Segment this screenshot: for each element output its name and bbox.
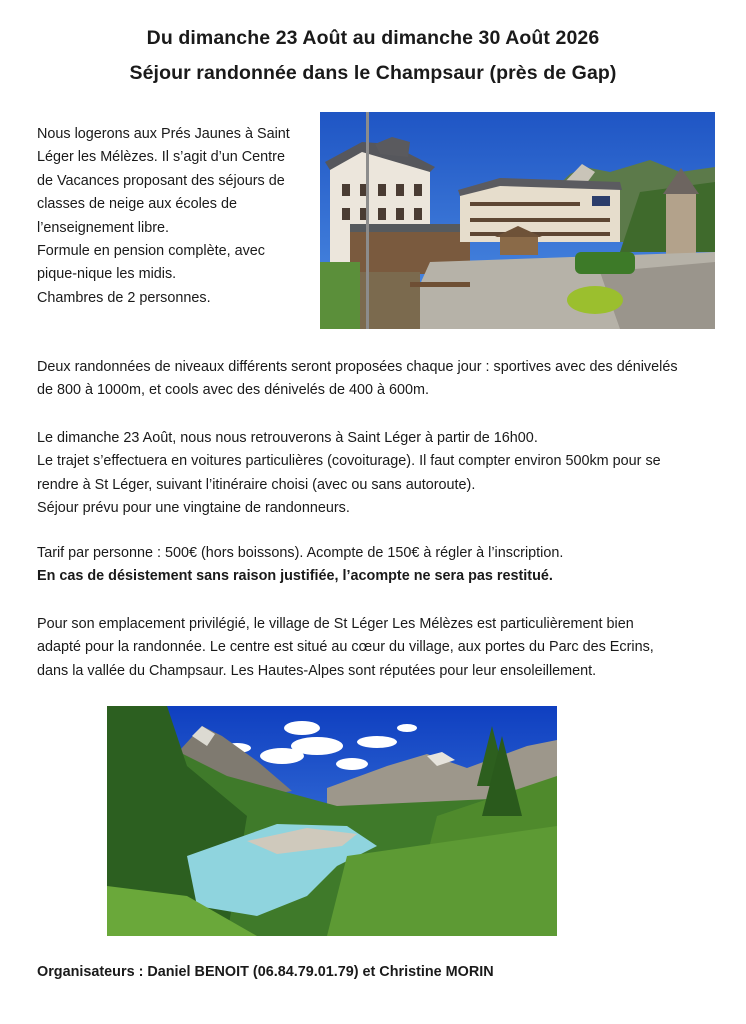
intro-line: Nous logerons aux Prés Jaunes à Saint (37, 126, 290, 142)
intro-line: Formule en pension complète, avec (37, 243, 265, 260)
text-line: dans la vallée du Champsaur. Les Hautes-Alpes sont réputées pour leur ensoleillement. (37, 662, 597, 679)
intro-line: l’enseignement libre. (37, 219, 169, 236)
text-line: rendre à St Léger, suivant l’itinéraire choisi (avec ou sans autoroute). (37, 476, 476, 493)
intro-line: pique-nique les midis. (37, 266, 177, 283)
page-subtitle: Séjour randonnée dans le Champsaur (près de Gap) (129, 62, 617, 84)
intro-line: Léger les Mélèzes. Il s’agit d’un Centre (37, 149, 285, 166)
text-line: de 800 à 1000m, et cools avec des dénivelés de 400 à 600m. (37, 382, 430, 399)
text-line: Le trajet s’effectuera en voitures particulières (covoiturage). Il faut compter environ 500km pour se (37, 453, 661, 470)
text-line: Pour son emplacement privilégié, le village de St Léger Les Mélèzes est particulièrement bien (37, 616, 634, 632)
intro-line: de Vacances proposant des séjours de (37, 172, 285, 189)
price-paragraph (37, 542, 563, 589)
price-line: Tarif par personne : 500€ (hors boissons). Acompte de 150€ à régler à l’inscription. (37, 545, 564, 561)
text-line: adapté pour la randonnée. Le centre est situé au cœur du village, aux portes du Parc des Ecrins, (37, 639, 654, 656)
text-line: Le dimanche 23 Août, nous nous retrouverons à Saint Léger à partir de 16h00. (37, 430, 538, 446)
text-line: Séjour prévu pour une vingtaine de randonneurs. (37, 500, 350, 517)
cancellation-warning: En cas de désistement sans raison justifiée, l’acompte ne sera pas restitué. (37, 568, 553, 585)
intro-paragraph (37, 123, 307, 310)
location-paragraph (37, 613, 654, 683)
intro-line: Chambres de 2 personnes. (37, 289, 211, 306)
hotel-photo (320, 112, 715, 329)
organizers-line: Organisateurs : Daniel BENOIT (06.84.79.01.79) et Christine MORIN (37, 964, 494, 980)
valley-photo (107, 706, 557, 936)
intro-line: classes de neige aux écoles de (37, 196, 238, 213)
levels-paragraph (37, 356, 678, 403)
text-line: Deux randonnées de niveaux différents seront proposées chaque jour : sportives avec des dénivelés (37, 359, 678, 375)
meeting-paragraph (37, 427, 661, 521)
page-title: Du dimanche 23 Août au dimanche 30 Août 2026 (146, 27, 600, 49)
